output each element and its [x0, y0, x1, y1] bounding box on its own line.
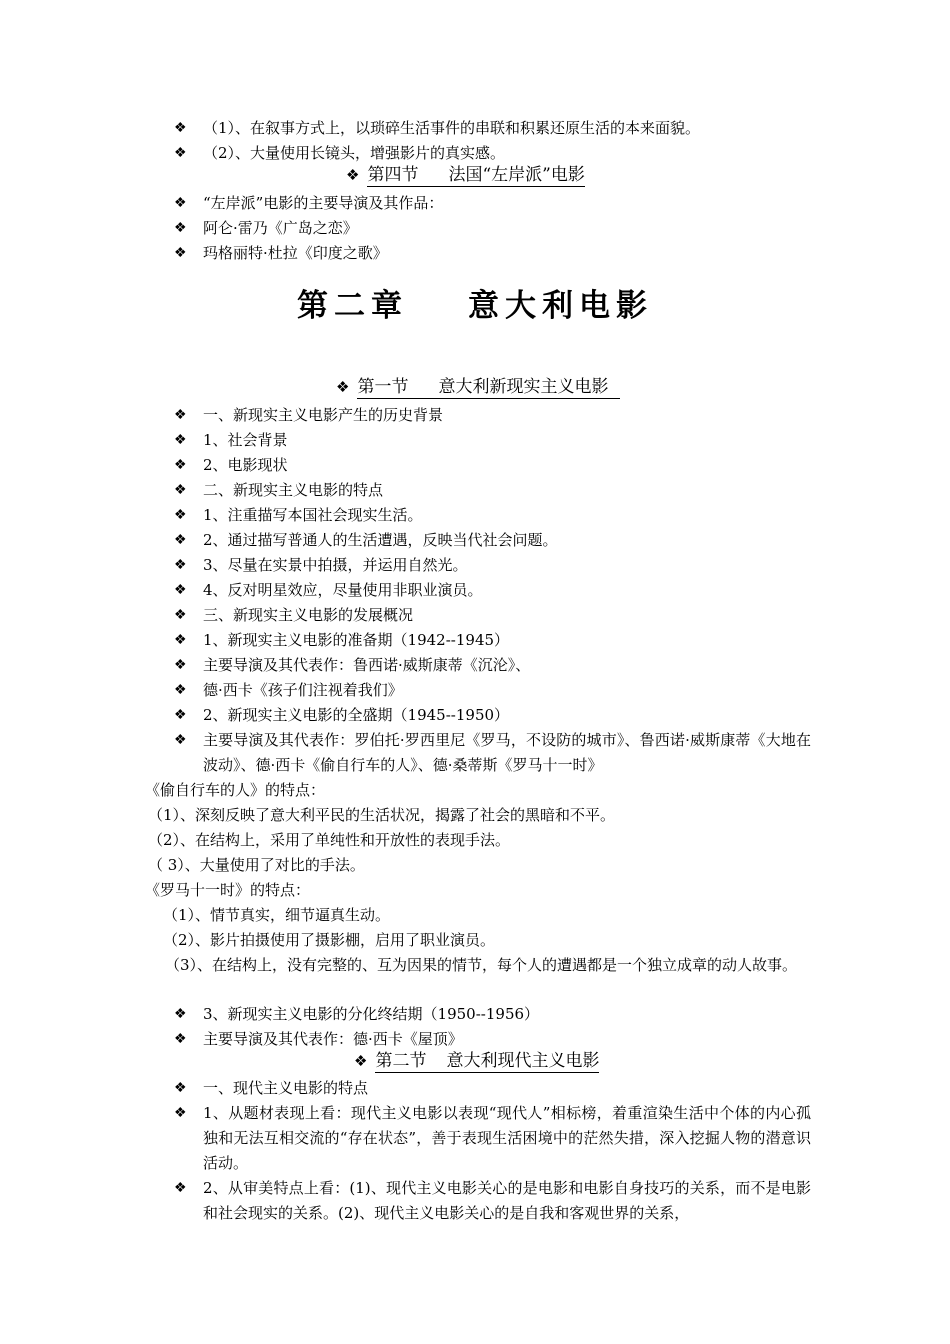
bullet-icon: ❖: [174, 632, 187, 648]
feature-point: （2）、在结构上，采用了单纯性和开放性的表现手法。: [148, 831, 511, 849]
bullet-icon: ❖: [174, 732, 187, 748]
list-item: 3、新现实主义电影的分化终结期（1950--1956）: [203, 1005, 540, 1023]
list-item: 1、注重描写本国社会现实生活。: [203, 506, 423, 524]
section-number: 第二节: [375, 1051, 427, 1071]
list-item: （2）、大量使用长镜头，增强影片的真实感。: [203, 144, 506, 162]
list-item-wrapped: 主要导演及其代表作：罗伯托·罗西里尼《罗马，不设防的城市》、鲁西诺·威斯康蒂《大地在波动》、德·西卡《偷自行车的人》、德·桑蒂斯《罗马十一时》: [203, 731, 811, 774]
bullet-icon: ❖: [174, 482, 187, 498]
bullet-icon: ❖: [174, 245, 187, 261]
list-item: 阿仑·雷乃《广岛之恋》: [203, 219, 358, 237]
bullet-icon: ❖: [174, 220, 187, 236]
section-number: 第四节: [367, 165, 419, 185]
list-item: 2、新现实主义电影的全盛期（1945--1950）: [203, 706, 510, 724]
bullet-icon: ❖: [174, 145, 187, 161]
bullet-icon: ❖: [336, 378, 350, 396]
list-item: 玛格丽特·杜拉《印度之歌》: [203, 244, 388, 262]
bullet-icon: ❖: [174, 557, 187, 573]
bullet-icon: ❖: [174, 1031, 187, 1047]
bullet-icon: ❖: [174, 195, 187, 211]
feature-point: （2）、影片拍摄使用了摄影棚，启用了职业演员。: [163, 931, 496, 949]
list-item: 2、电影现状: [203, 456, 288, 474]
bullet-icon: ❖: [354, 1052, 368, 1070]
bullet-icon: ❖: [174, 1080, 187, 1096]
bullet-icon: ❖: [174, 507, 187, 523]
list-item: 德·西卡《孩子们注视着我们》: [203, 681, 403, 699]
section-number: 第一节: [357, 377, 409, 397]
chapter-title: [0, 286, 950, 326]
bullet-icon: ❖: [174, 1180, 187, 1196]
bullet-icon: ❖: [174, 707, 187, 723]
section-title: 法国“左岸派”电影: [448, 165, 585, 185]
bullet-icon: ❖: [174, 682, 187, 698]
list-item: 主要导演及其代表作：德·西卡《屋顶》: [203, 1030, 463, 1048]
chapter-number: 第二章: [297, 288, 408, 324]
bullet-icon: ❖: [174, 432, 187, 448]
list-item-wrapped: 1、从题材表现上看：现代主义电影以表现“现代人”相标榜，着重渲染生活中个体的内心孤独和无法互相交流的“存在状态”，善于表现生活困境中的茫然失措，深入挖掘人物的潜意识活动。: [203, 1104, 811, 1172]
film-feature-title: 《罗马十一时》的特点：: [145, 881, 311, 899]
bullet-icon: ❖: [174, 582, 187, 598]
section-heading-2: [354, 1050, 599, 1072]
list-item-wrapped: 2、从审美特点上看：(1)、现代主义电影关心的是电影和电影自身技巧的关系，而不是电影和社会现实的关系。(2)、现代主义电影关心的是自我和客观世界的关系，: [203, 1179, 811, 1222]
list-item: 2、通过描写普通人的生活遭遇，反映当代社会问题。: [203, 531, 558, 549]
section-title: 意大利现代主义电影: [446, 1051, 600, 1071]
film-feature-title: 《偷自行车的人》的特点：: [145, 781, 326, 799]
feature-point: （3）、在结构上，没有完整的、互为因果的情节，每个人的遭遇都是一个独立成章的动人故事。: [165, 956, 798, 974]
list-item: 一、新现实主义电影产生的历史背景: [203, 406, 444, 424]
bullet-icon: ❖: [174, 1105, 187, 1121]
bullet-icon: ❖: [346, 166, 360, 184]
bullet-icon: ❖: [174, 1006, 187, 1022]
list-item: 4、反对明星效应，尽量使用非职业演员。: [203, 581, 483, 599]
list-item: 1、新现实主义电影的准备期（1942--1945）: [203, 631, 510, 649]
list-item: 一、现代主义电影的特点: [203, 1079, 369, 1097]
bullet-icon: ❖: [174, 457, 187, 473]
bullet-icon: ❖: [174, 532, 187, 548]
list-item: 3、尽量在实景中拍摄，并运用自然光。: [203, 556, 468, 574]
list-item: 二、新现实主义电影的特点: [203, 481, 384, 499]
section-heading-4: [346, 164, 585, 186]
section-title: 意大利新现实主义电影: [438, 377, 609, 397]
chapter-name: 意大利电影: [468, 288, 653, 324]
list-item: “左岸派”电影的主要导演及其作品：: [203, 194, 444, 212]
bullet-icon: ❖: [174, 657, 187, 673]
feature-point: （ 3）、大量使用了对比的手法。: [148, 856, 365, 874]
bullet-icon: ❖: [174, 607, 187, 623]
feature-point: （1）、深刻反映了意大利平民的生活状况，揭露了社会的黑暗和不平。: [148, 806, 616, 824]
list-item: （1）、在叙事方式上，以琐碎生活事件的串联和积累还原生活的本来面貌。: [203, 119, 701, 137]
list-item: 1、社会背景: [203, 431, 288, 449]
section-heading-1: [336, 376, 620, 398]
list-item: 三、新现实主义电影的发展概况: [203, 606, 414, 624]
bullet-icon: ❖: [174, 120, 187, 136]
bullet-icon: ❖: [174, 407, 187, 423]
feature-point: （1）、情节真实，细节逼真生动。: [163, 906, 391, 924]
list-item: 主要导演及其代表作：鲁西诺·威斯康蒂《沉沦》、: [203, 656, 531, 674]
